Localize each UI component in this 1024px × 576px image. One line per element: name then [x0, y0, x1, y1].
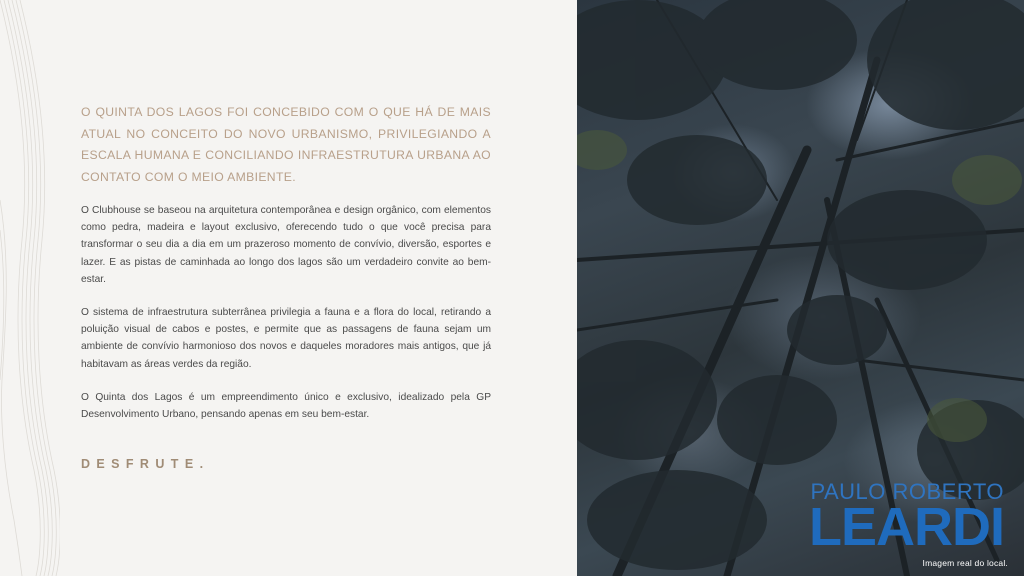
- paragraph-infrastructure: O sistema de infraestrutura subterrânea privilegia a fauna e a flora do local, retirando a poluição visual de cabos e postes, e permite que as passagens de fauna sejam um ambiente de convívio harmonioso dos novos e daqueles moradores mais antigos, que já habitavam as áreas verdes da região.: [81, 307, 491, 370]
- text-content: [81, 102, 491, 471]
- brand-logo: [784, 479, 1004, 557]
- forest-photo: [577, 0, 1024, 576]
- logo-text-main: LEARDI: [809, 497, 1004, 557]
- paragraph-clubhouse: O Clubhouse se baseou na arquitetura contemporânea e design orgânico, com elementos como pedra, madeira e layout exclusivo, oferecendo tudo o que você precisa para transformar o seu dia a dia em um prazeroso momento de convívio, diversão, esportes e lazer. E as pistas de caminhada ao longo dos lagos são um verdadeiro convite ao bem-estar.: [81, 205, 491, 285]
- logo-text-top: PAULO ROBERTO: [810, 479, 1004, 504]
- paragraph-developer: O Quinta dos Lagos é um empreendimento único e exclusivo, idealizado pela GP Desenvolvimento Urbano, pensando apenas em seu bem-estar.: [81, 391, 491, 421]
- decorative-wave-lines: [0, 0, 60, 576]
- headline: O QUINTA DOS LAGOS FOI CONCEBIDO COM O QUE HÁ DE MAIS ATUAL NO CONCEITO DO NOVO URBANISMO, PRIVILEGIANDO A ESCALA HUMANA E CONCILIANDO INFRAESTRUTURA URBANA AO CONTATO COM O MEIO AMBIENTE.: [81, 105, 491, 184]
- photo-caption: Imagem real do local.: [922, 558, 1008, 568]
- cta-desfrute: DESFRUTE.: [81, 457, 210, 472]
